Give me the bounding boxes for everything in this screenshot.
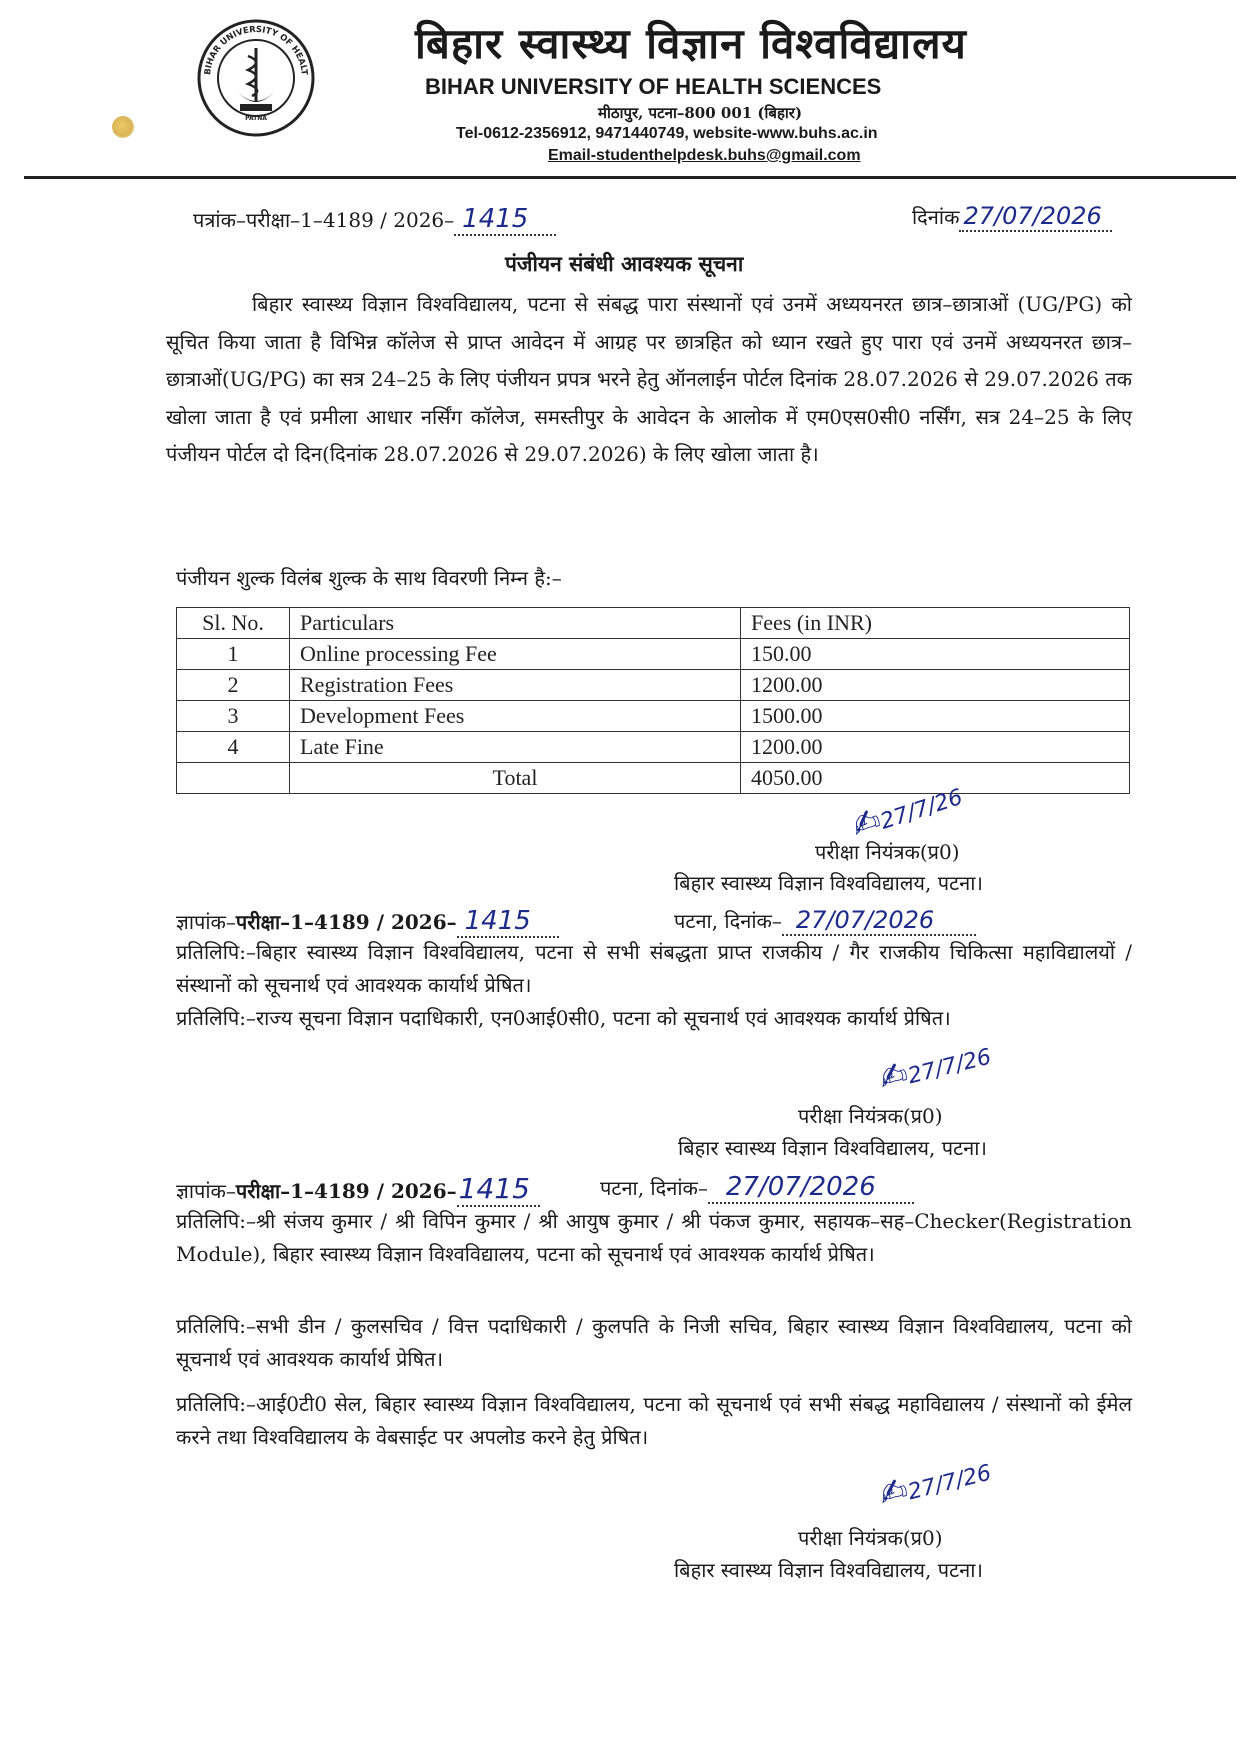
signature-date: 27/7/26	[905, 1044, 994, 1090]
copy-label: प्रतिलिपि:–	[176, 940, 256, 964]
memo1-reference	[176, 906, 559, 938]
copy-label: प्रतिलिपि:–	[176, 1314, 256, 1338]
university-seal	[196, 18, 316, 138]
copy-text: आई0टी0 सेल, बिहार स्वास्थ्य विज्ञान विश्वविद्यालय, पटना को सूचनार्थ एवं सभी संबद्ध महाविद्यालय / संस्थानों को ईमेल करने तथा विश्वविद्यालय के वेबसाईट पर अपलोड करने हेतु प्रेषित।	[176, 1392, 1132, 1449]
reference-number: 1415	[454, 204, 556, 236]
memo1-copy-1	[176, 936, 1132, 1002]
date-value: 27/07/2026	[959, 202, 1111, 232]
memo1-copy-2	[176, 1002, 1132, 1035]
email-link[interactable]: Email-studenthelpdesk.buhs@gmail.com	[548, 147, 861, 164]
memo2-copy-3	[176, 1388, 1132, 1454]
memo2-date	[600, 1172, 914, 1204]
memo-place-date: पटना, दिनांक–	[600, 1176, 708, 1200]
fee-intro: पंजीयन शुल्क विलंब शुल्क के साथ विवरणी निम्न है:–	[176, 566, 562, 590]
table-row	[177, 701, 1130, 732]
table-cell: 4	[177, 732, 290, 763]
table-cell: 1200.00	[741, 670, 1130, 701]
date-label: दिनांक	[912, 205, 960, 229]
copy-text: सभी डीन / कुलसचिव / वित्त पदाधिकारी / कुलपति के निजी सचिव, बिहार स्वास्थ्य विज्ञान विश्वविद्यालय, पटना को सूचनार्थ एवं आवश्यक कार्यार्थ प्रेषित।	[176, 1314, 1132, 1371]
copy-text: राज्य सूचना विज्ञान पदाधिकारी, एन0आई0सी0, पटना को सूचनार्थ एवं आवश्यक कार्यार्थ प्रेषित।	[255, 1006, 951, 1030]
signatory-office: बिहार स्वास्थ्य विज्ञान विश्वविद्यालय, पटना।	[674, 871, 984, 895]
letter-date	[912, 202, 1112, 232]
memo-ref-number: 1415	[457, 1172, 540, 1207]
svg-text:PATNA: PATNA	[245, 115, 267, 122]
notice-body	[166, 286, 1132, 474]
table-cell: 1	[177, 639, 290, 670]
table-row	[177, 732, 1130, 763]
signatory-designation: परीक्षा नियंत्रक(प्र0)	[815, 840, 960, 864]
notice-paragraph: बिहार स्वास्थ्य विज्ञान विश्वविद्यालय, पटना से संबद्ध पारा संस्थानों एवं उनमें अध्ययनरत छात्र–छात्राओं (UG/PG) को सूचित किया जाता है विभिन्न कॉलेज से प्राप्त आवेदन में आग्रह पर छात्रहित को ध्यान रखते हुए पारा एवं उनमें अध्ययनरत छात्र–छात्राओं(UG/PG) का सत्र 24–25 के लिए पंजीयन प्रपत्र भरने हेतु ऑनलाईन पोर्टल दिनांक 28.07.2026 से 29.07.2026 तक खोला जाता है एवं प्रमीला आधार नर्सिंग कॉलेज, समस्तीपुर के आवेदन के आलोक में एम0एस0सी0 नर्सिंग, सत्र 24–25 के लिए पंजीयन पोर्टल दो दिन(दिनांक 28.07.2026 से 29.07.2026) के लिए खोला जाता है।	[166, 292, 1132, 466]
table-total-row	[177, 763, 1130, 794]
memo2-reference	[176, 1172, 540, 1207]
svg-text:BIHAR UNIVERSITY OF HEALTH SCI: BIHAR UNIVERSITY OF HEALT	[203, 24, 309, 76]
table-cell-empty	[177, 763, 290, 794]
table-header-cell: Fees (in INR)	[741, 608, 1130, 639]
total-value: 4050.00	[741, 763, 1130, 794]
table-cell: Development Fees	[290, 701, 741, 732]
university-address: मीठापुर, पटना–800 001 (बिहार)	[598, 104, 803, 122]
memo-place-date: पटना, दिनांक–	[674, 909, 782, 933]
table-cell: Late Fine	[290, 732, 741, 763]
memo1-date	[674, 906, 976, 936]
signature-initials: ✍27/7/26	[846, 784, 966, 847]
table-header-cell: Sl. No.	[177, 608, 290, 639]
copy-text: श्री संजय कुमार / श्री विपिन कुमार / श्री आयुष कुमार / श्री पंकज कुमार, सहायक–सह–Checker(Registration Module), बिहार स्वास्थ्य विज्ञान विश्वविद्यालय, पटना को सूचनार्थ एवं आवश्यक कार्यार्थ प्रेषित।	[176, 1209, 1132, 1266]
memo2-copy-2	[176, 1310, 1132, 1376]
table-row	[177, 670, 1130, 701]
fee-table	[176, 607, 1130, 794]
table-cell: 150.00	[741, 639, 1130, 670]
copy-label: प्रतिलिपि:–	[176, 1209, 256, 1233]
signatory-designation: परीक्षा नियंत्रक(प्र0)	[798, 1104, 943, 1128]
letter-reference	[193, 204, 556, 236]
signature-date: 27/7/26	[905, 1460, 994, 1506]
copy-text: बिहार स्वास्थ्य विज्ञान विश्वविद्यालय, पटना से सभी संबद्धता प्राप्त राजकीय / गैर राजकीय चिकित्सा महाविद्यालयों / संस्थानों को सूचनार्थ एवं आवश्यक कार्यार्थ प्रेषित।	[176, 940, 1132, 997]
header-divider	[24, 176, 1236, 179]
memo-date-value: 27/07/2026	[708, 1172, 914, 1204]
copy-label: प्रतिलिपि:–	[176, 1006, 256, 1030]
university-name-english: BIHAR UNIVERSITY OF HEALTH SCIENCES	[425, 74, 882, 99]
memo-ref-bold: परीक्षा–1–4189 / 2026–	[235, 1179, 457, 1203]
memo-ref-prefix: ज्ञापांक–	[176, 1179, 236, 1203]
table-cell: Registration Fees	[290, 670, 741, 701]
signatory-office: बिहार स्वास्थ्य विज्ञान विश्वविद्यालय, पटना।	[678, 1136, 988, 1160]
signature-date: 27/7/26	[877, 784, 966, 835]
table-cell: 1200.00	[741, 732, 1130, 763]
signatory-office: बिहार स्वास्थ्य विज्ञान विश्वविद्यालय, पटना।	[674, 1558, 984, 1582]
punch-hole-mark	[112, 116, 134, 138]
table-cell: 3	[177, 701, 290, 732]
contact-line: Tel-0612-2356912, 9471440749, website-www.buhs.ac.in	[456, 125, 878, 142]
reference-prefix: पत्रांक–परीक्षा–1–4189 / 2026–	[193, 208, 455, 232]
university-name-hindi: बिहार स्वास्थ्य विज्ञान विश्वविद्यालय	[415, 19, 967, 68]
copy-label: प्रतिलिपि:–	[176, 1392, 256, 1416]
memo-ref-bold: परीक्षा–1–4189 / 2026–	[235, 910, 457, 934]
table-header-row	[177, 608, 1130, 639]
subject-heading: पंजीयन संबंधी आवश्यक सूचना	[505, 251, 744, 276]
signatory-designation: परीक्षा नियंत्रक(प्र0)	[798, 1526, 943, 1550]
signature-initials: ✍27/7/26	[874, 1044, 994, 1100]
signature-initials: ✍27/7/26	[874, 1460, 994, 1516]
memo-date-value: 27/07/2026	[782, 906, 976, 936]
table-cell: 2	[177, 670, 290, 701]
table-header-cell: Particulars	[290, 608, 741, 639]
total-label: Total	[290, 763, 741, 794]
table-cell: 1500.00	[741, 701, 1130, 732]
memo2-copy-1	[176, 1205, 1132, 1271]
memo-ref-number: 1415	[457, 906, 559, 938]
table-cell: Online processing Fee	[290, 639, 741, 670]
table-row	[177, 639, 1130, 670]
memo-ref-prefix: ज्ञापांक–	[176, 910, 236, 934]
